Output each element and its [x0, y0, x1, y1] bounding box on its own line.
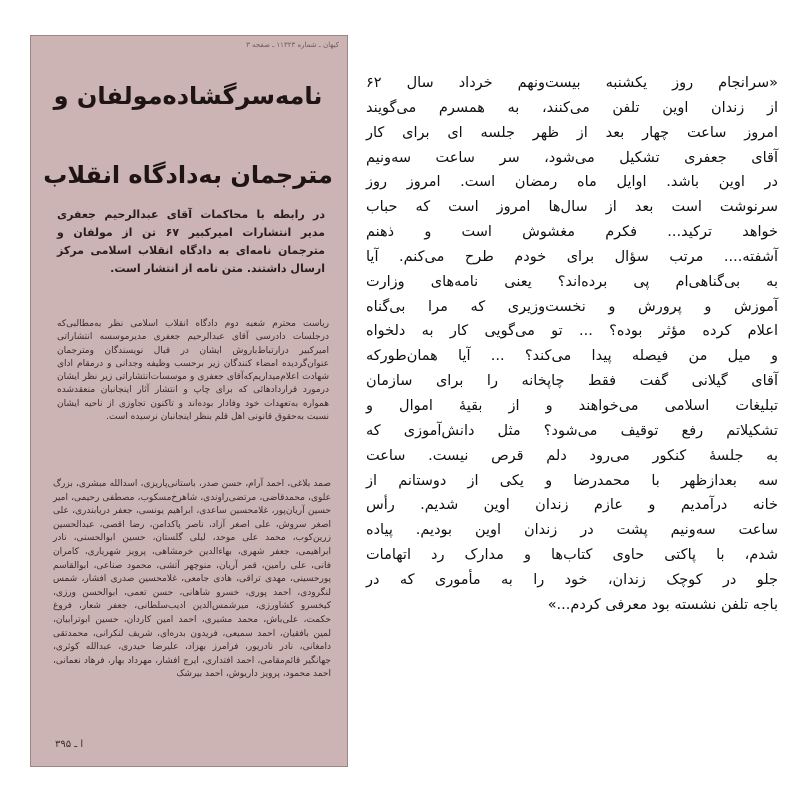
quote-line: تشکیلاتم رفع توقیف می‌شود؟ مثل دانش‌آموزی که: [366, 422, 778, 439]
quote-line: امروز ساعت چهار بعد از ظهر جلسه ای برای کار: [366, 124, 778, 141]
quote-line: به بی‌گناهی‌ام پی برده‌اند؟ یعنی نامه‌های وزارت: [366, 273, 778, 290]
clipping-signatories: صمد بلاغی، احمد آرام، حسن صدر، باستانی‌پاریزی، اسدالله مبشری، بزرگ علوی، محمدقاضی، مرتضی‌راوندی، شاهرخ‌مسکوب، مصطفی رحیمی، امیر حسین آریان‌پور، غلامحسین ساعدی، ابراهیم یونسی، جعفر دریابندری، علی اصغر سروش، علی اصغر آزاد، ناصر پاکدامن، رضا اقصی، عبدالحسین زرین‌کوب، محمد علی موحد، لیلی گلستان، حسین ابوالحسنی، نادر ابراهیمی، جعفر شهری، بهاءالدین خرمشاهی، پرویز شهریاری، کامران فانی، علی رامین، قمر آریان، منوچهر آتشی، محمود صناعی، ابوالقاسم پورحسینی، مهدی تراقی، هادی جامعی، غلامحسین صدری افشار، شمس لنگرودی، احمد پوری، خسرو شاهانی، حسن تعمی، ابوالحسن ورزی، کیخسرو کشاورزی، میرشمس‌الدین ادیب‌سلطانی، جعفر شعار، فروغ حکمت، علی‌باش، محمد مشیری، احمد امین کاردان، حسین ابوترابیان، لمین بافقیان، احمد سمیعی، فریدون بدره‌ای، شریف لنکرانی، محمدتقی دامغانی، نادر نادرپور، فرامرز بهزاد، علیرضا حیدری، عبدالله کوثری، جهانگیر قائم‌مقامی، احمد افتداری، ایرج افشار، مهرداد بهار، فرهاد نعمانی، احمد محمود، پرویز داریوش، احمد بیرشک: [53, 479, 331, 680]
newspaper-clipping: [30, 35, 348, 767]
quote-line: سه بعدازظهر با محمدرضا و یکی از دوستانم از: [366, 472, 778, 489]
clipping-headline-line1: نامه‌سرگشاده‌مولفان و: [53, 82, 323, 110]
clipping-body: ریاست محترم شعبه دوم دادگاه انقلاب اسلامی نظر به‌مطالبی‌که درجلسات دادرسی آقای عبدالرحیم جعفری مدیرموسسه انتشاراتی امیرکبیر درارتباط‌باروش ایشان در قبال نویسندگان ومترجمان عنوان‌گردیده امضاء کنندگان زیر برحسب وظیفه وجدانی و درمقام ادای شهادت اعلام‌میداریم‌که‌آقای جعفری و موسسات‌انتشاراتی زیر نظر ایشان درمورد قراردادهائی که برای چاپ و انتشار آثار اینجانبان منعقدشده همواره به‌تعهدات خود وفادار بوده‌اند و تاکنون تجاوزی از ناحیه ایشان نسبت به‌حقوق قانونی اهل قلم بنظر اینجانبان نرسیده است.: [57, 319, 329, 423]
quote-line: از زندان اوین تلفن می‌کنند، به همسرم می‌گویند: [366, 99, 778, 116]
quote-line-last: باجه تلفن نشسته بود معرفی کردم...»: [547, 596, 778, 613]
clipping-lead: در رابطه با محاکمات آقای عبدالرحیم جعفری مدیر انتشارات امیرکبیر ۶۷ تن از مولفان و مترجمان نامه‌ای به دادگاه انقلاب اسلامی مرکز ارسال داشتند. متن نامه از انتشار است.: [57, 208, 325, 275]
quote-line: سرنوشت است بعد از سال‌ها امروز است که حباب: [366, 199, 778, 216]
quote-line: جلو در کوچک زندان، خود را به مأموری که در: [366, 571, 778, 588]
clipping-masthead: کیهان ـ شماره ۱۱۳۲۳ ـ صفحه ۳: [246, 41, 339, 49]
quote-line: آقای گیلانی گفت فقط چاپخانه را برای سازمان: [366, 373, 778, 390]
quote-line: آقای جعفری تشکیل می‌شود، سر ساعت سه‌ونیم: [366, 149, 778, 166]
quote-line: به جلسهٔ کنکور می‌رود دلم قرص نیست. ساعت: [366, 447, 778, 464]
quote-line: در اوین باشد. اوایل ماه رمضان است. امروز روز: [366, 174, 778, 191]
quote-line: آموزش و پرورش و نخست‌وزیری که مرا بی‌گناه: [366, 298, 778, 315]
quote-line: تبلیغات اسلامی می‌خواهند و از بقیهٔ اموال و: [366, 397, 778, 414]
clipping-headline-line2: مترجمان به‌دادگاه انقلاب: [43, 161, 333, 189]
quote-line: اعلام کرده مؤثر بوده؟ ... تو می‌گویی کار به دلخواه: [366, 323, 778, 340]
quote-line: «سرانجام روز یکشنبه بیست‌ونهم خرداد سال ۶۲: [366, 75, 778, 91]
quote-line: شدم، با پاکتی حاوی کتاب‌ها و مدارک رد اتهامات: [366, 547, 778, 564]
quote-line: ساعت سه‌ونیم پشت در زندان اوین بودیم. پیاده: [366, 522, 778, 539]
clipping-code: ا ـ ۳۹۵: [55, 739, 84, 750]
quote-line: آشفته.... مرتب سؤال برای خودم طرح می‌کنم. آیا: [366, 248, 778, 265]
quoted-text: [366, 71, 778, 618]
quote-line: خانه درآمدیم و عازم زندان اوین شدیم. رأس: [366, 497, 778, 514]
quote-line: خواهد ترکید... فکرم مغشوش است و ذهنم: [366, 224, 778, 241]
quote-line: و میل من فیصله پیدا می‌کند؟ ... آیا همان‌طورکه: [366, 348, 778, 365]
